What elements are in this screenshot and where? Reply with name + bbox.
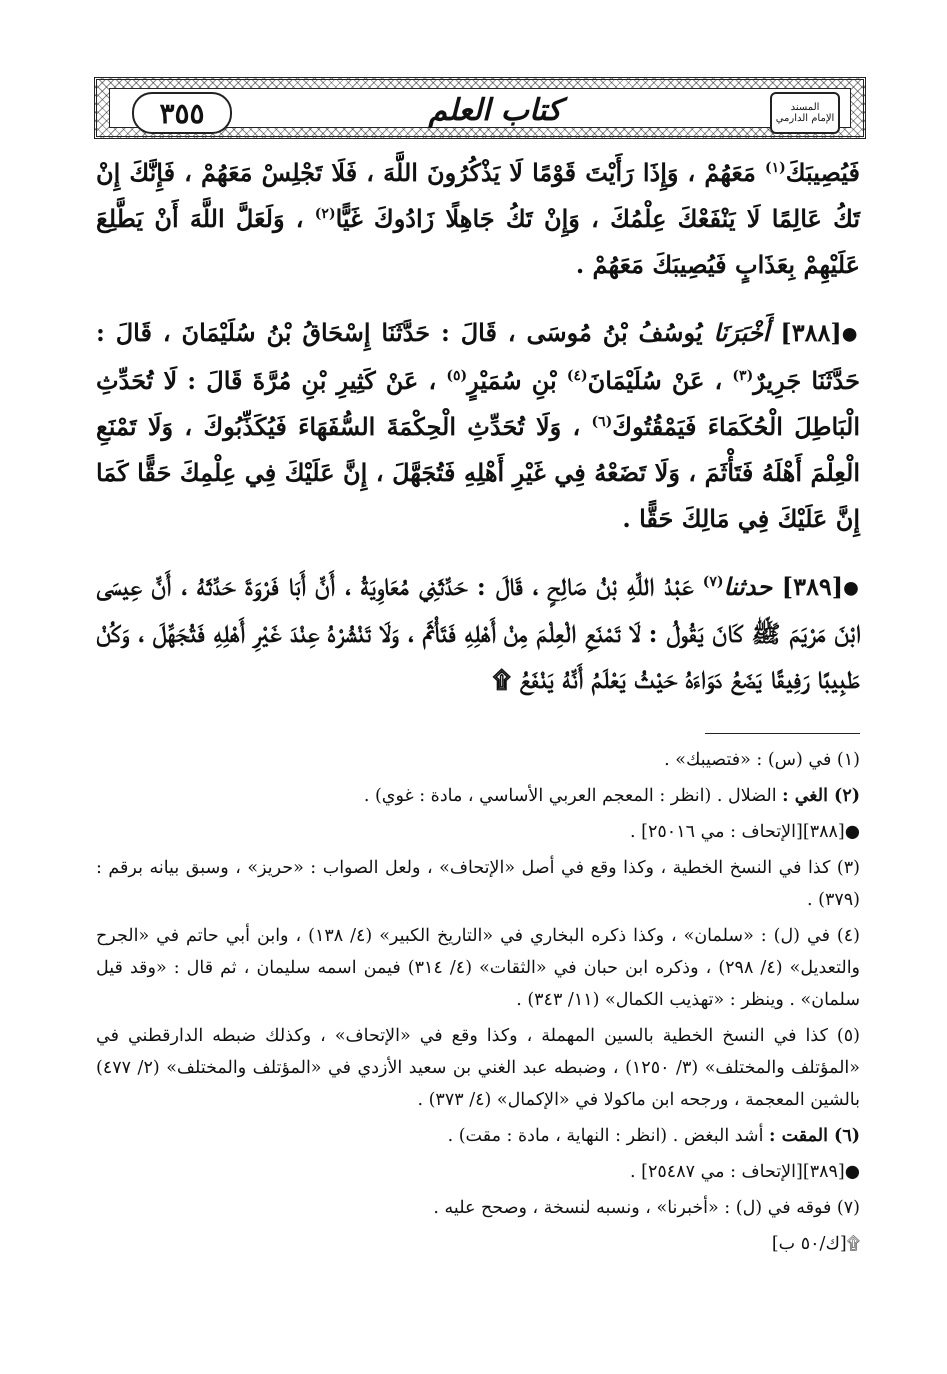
footnote-term: (٢) الغي : [782, 786, 860, 806]
footnote-ref-2: (٢) [314, 206, 336, 222]
footnote-1: (١) في (س) : «فتصيبك» . [664, 750, 860, 770]
hadith-number: [٣٨٨] [780, 318, 842, 347]
main-text [96, 150, 860, 725]
text-run: عَبْدُ اللَّهِ بْنُ صَالِحٍ ، قَالَ : حَدَّثَنِي مُعَاوِيَةُ ، أَنَّ أَبَا فَرْوَةَ حَدَّثَهُ ، أَنَّ عِيسَى ابْنَ مَرْيَمَ ﷺ كَانَ يَقُولُ : لَا تَمْنَعِ الْعِلْمَ مِنْ أَهْلِهِ فَتَأْثَمَ ، وَلَا تَنْشُرْهُ عِنْدَ غَيْرِ أَهْلِهِ فَتُجَهَّلَ ، وَكُنْ طَبِيبًا رَفِيقًا يَضَعُ دَوَاءَهُ حَيْثُ يَعْلَمُ أَنَّهُ يَنْفَعُ [96, 571, 860, 694]
bullet-icon: ● [841, 323, 860, 345]
footnote-7: (٧) فوقه في (ل) : «أخبرنا» ، ونسبه لنسخة ، وصحح عليه . [433, 1198, 860, 1218]
ithaf-ref-389: ●[٣٨٩][الإتحاف : مي ٢٥٤٨٧] . [630, 1162, 860, 1182]
footnote-2 [96, 780, 860, 812]
text-run: ، وَلَعَلَّ اللَّهَ أَنْ يَطَّلِعَ عَلَيْهِمْ بِعَذَابٍ فَيُصِيبَكَ مَعَهُمْ . [96, 204, 860, 279]
text-run: مَعَهُمْ ، وَإِذَا رَأَيْتَ قَوْمًا لَا يَذْكُرُونَ اللَّهَ ، فَلَا تَجْلِسْ مَعَهُمْ ، فَإِنَّكَ إِنْ تَكُ عَالِمًا لَا يَنْفَعْكَ عِلْمُكَ ، وَإِنْ تَكُ جَاهِلًا زَادُوكَ غَيًّا [96, 158, 860, 233]
footnote-5: (٥) كذا في النسخ الخطية بالسين المهملة ، وكذا وقع في «الإتحاف» ، وكذلك ضبطه الدارقطني في «المؤتلف والمختلف» (٣/ ١٢٥٠) ، وضبطه عبد الغني بن سعيد الأزدي في «المؤتلف والمختلف» (٢/ ٤٧٧) بالشين المعجمة ، ورجحه ابن ماكولا في «الإكمال» (٤/ ٣٧٣) . [96, 1026, 860, 1110]
ithaf-ref-388: ●[٣٨٨][الإتحاف : مي ٢٥٠١٦] . [630, 822, 860, 842]
hadith-388 [96, 310, 860, 542]
footnote-text: أشد البغض . (انظر : النهاية ، مادة : مقت) . [447, 1126, 770, 1146]
footnote-ref-1: (١) [764, 160, 786, 176]
footnote-ref-4: (٤) [566, 367, 588, 384]
footnote-term: (٦) المقت : [769, 1126, 860, 1146]
footnote-3: (٣) كذا في النسخ الخطية ، وكذا وقع في أصل «الإتحاف» ، ولعل الصواب : «حريز» ، وسبق بيانه برقم : (٣٧٩) . [96, 858, 860, 910]
footnote-ref-6: (٦) [591, 413, 613, 430]
folio-mark-icon: ۩ [492, 665, 511, 694]
header-frame [109, 88, 851, 128]
hadith-389 [96, 564, 860, 704]
series-seal [770, 92, 840, 134]
text-run: ، عَنْ سُلَيْمَانَ [587, 365, 733, 395]
text-run: بْنِ سُمَيْرٍ [467, 365, 567, 395]
text-run: فَيُصِيبَكَ [785, 158, 860, 187]
seal-line-2: الإمام الدارمي [775, 113, 835, 124]
running-header [94, 77, 866, 139]
footnote-ref-7: (٧) [702, 573, 724, 590]
hadith-lead: أَخْبَرَنَا [713, 318, 770, 347]
hadith-number: [٣٨٩] [781, 571, 844, 601]
bullet-icon: ● [843, 577, 860, 598]
footnote-ref-3: (٣) [732, 367, 754, 384]
manuscript-page-ref: ۩[ك/٥٠ ب] [771, 1234, 860, 1254]
seal-line-1: المسند [790, 102, 820, 113]
footnotes [96, 744, 860, 1264]
text-run: ، عَنْ كَثِيرِ بْنِ مُرَّةَ قَالَ : لَا تُحَدِّثِ الْبَاطِلَ الْحُكَمَاءَ فَيَمْقُتُوكَ [96, 365, 861, 441]
hadith-lead: حدثنا [723, 571, 773, 601]
footnote-text: الضلال . (انظر : المعجم العربي الأساسي ، مادة : غوي) . [363, 786, 783, 806]
footnote-separator [705, 733, 860, 734]
text-run: ، وَلَا تُحَدِّثِ الْحِكْمَةَ السُّفَهَاءَ فَيُكَذِّبُوكَ ، وَلَا تَمْنَعِ الْعِلْمَ أَهْلَهُ فَتَأْثَمَ ، وَلَا تَضَعْهُ فِي غَيْرِ أَهْلِهِ فَتُجَهَّلَ ، إِنَّ عَلَيْكَ فِي عِلْمِكَ حَقًّا كَمَا إِنَّ عَلَيْكَ فِي مَالِكَ حَقًّا . [96, 411, 860, 533]
footnote-ref-5: (٥) [446, 367, 468, 384]
continuation-paragraph [96, 150, 860, 288]
text-run: يُوسُفُ بْنُ مُوسَى ، قَالَ : حَدَّثَنَا إِسْحَاقُ بْنُ سُلَيْمَانَ ، قَالَ : حَدَّثَنَا جَرِيرٌ [96, 318, 860, 395]
footnote-4: (٤) في (ل) : «سلمان» ، وكذا ذكره البخاري في «التاريخ الكبير» (٤/ ١٣٨) ، وابن أبي حاتم في «الجرح والتعديل» (٤/ ٢٩٨) ، وذكره ابن حبان في «الثقات» (٤/ ٣١٤) فيمن اسمه سليمان ، ثم قال : «وقد قيل سلمان» . وينظر : «تهذيب الكمال» (١١/ ٣٤٣) . [96, 926, 861, 1010]
page-number: ٣٥٥ [132, 92, 232, 134]
book-title: كتاب العلم [428, 93, 562, 128]
footnote-6 [96, 1120, 860, 1152]
